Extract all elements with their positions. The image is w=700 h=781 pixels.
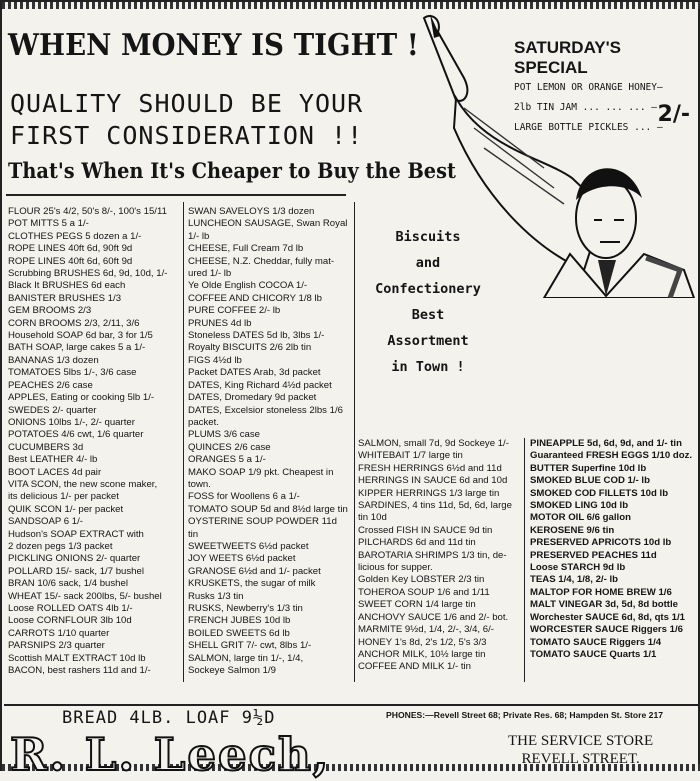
service-store: [508, 732, 653, 768]
bread-offer: BREAD 4LB. LOAF 9½D: [62, 708, 276, 728]
price-list-item: tin: [188, 528, 199, 540]
price-list-item: OYSTERINE SOUP POWDER 11d: [188, 516, 337, 528]
price-list-item: HERRINGS IN SAUCE 6d and 10d: [358, 475, 508, 487]
price-list-item: BOOT LACES 4d pair: [8, 466, 102, 478]
price-list-item: SHELL GRIT 7/- cwt, 8lbs 1/-: [188, 640, 312, 652]
price-list-item: TOMATO SAUCE Quarts 1/1: [530, 648, 657, 660]
price-list-item: MALT VINEGAR 3d, 5d, 8d bottle: [530, 599, 678, 611]
subheadline-line-1: QUALITY SHOULD BE YOUR: [10, 89, 364, 118]
column-rule: [354, 202, 355, 682]
price-list-item: LUNCHEON SAUSAGE, Swan Royal: [188, 218, 348, 230]
price-list-column-1: [8, 206, 184, 677]
price-list-item: MARMITE 9½d, 1/4, 2/-, 3/4, 6/-: [358, 624, 494, 636]
price-list-item: SWEETWEETS 6½d packet: [188, 540, 309, 552]
price-list-item: Loose STARCH 9d lb: [530, 562, 626, 574]
price-list-item: Sockeye Salmon 1/9: [188, 665, 276, 677]
special-line: POT LEMON OR ORANGE HONEY—: [514, 82, 663, 93]
price-list-item: ROPE LINES 40ft 6d, 60ft 9d: [8, 255, 133, 267]
price-list-item: DATES, Excelsior stoneless 2lbs 1/6: [188, 404, 343, 416]
price-list-item: TOMATO SOUP 5d and 8½d large tin: [188, 503, 348, 515]
biscuits-line: in Town !: [391, 359, 465, 375]
price-list-item: QUINCES 2/6 case: [188, 441, 271, 453]
price-list-item: SMOKED LING 10d lb: [530, 500, 629, 512]
price-list-item: Scottish MALT EXTRACT 10d lb: [8, 652, 146, 664]
price-list-item: BUTTER Superfine 10d lb: [530, 462, 647, 474]
price-list-item: PRESERVED PEACHES 11d: [530, 549, 657, 561]
price-list-item: JOY WEETS 6½d packet: [188, 553, 296, 565]
price-list-item: COFFEE AND MILK 1/- tin: [358, 661, 472, 673]
price-list-item: licious for supper.: [358, 562, 433, 574]
price-list-item: TOHEROA SOUP 1/6 and 1/11: [358, 586, 490, 598]
price-list-item: PURE COFFEE 2/- lb: [188, 305, 281, 317]
column-rule: [524, 438, 525, 682]
price-list-item: PLUMS 3/6 case: [188, 429, 260, 441]
price-list-item: SMOKED BLUE COD 1/- lb: [530, 475, 650, 487]
special-price: 2/-: [657, 102, 690, 127]
tagline: That's When It's Cheaper to Buy the Best: [8, 158, 456, 183]
price-list-item: CORN BROOMS 2/3, 2/11, 3/6: [8, 317, 140, 329]
price-list-item: TOMATO SAUCE Riggers 1/4: [530, 636, 662, 648]
price-list-item: ANCHOR MILK, 10½ large tin: [358, 648, 486, 660]
price-list-item: BATH SOAP, large cakes 5 a 1/-: [8, 342, 146, 354]
price-list-item: BOILED SWEETS 6d lb: [188, 627, 290, 639]
price-list-item: Scrubbing BRUSHES 6d, 9d, 10d, 1/-: [8, 268, 168, 280]
price-list-item: Golden Key LOBSTER 2/3 tin: [358, 574, 485, 586]
price-list-item: RUSKS, Newberry's 1/3 tin: [188, 603, 303, 614]
price-list-item: Stoneless DATES 5d lb, 3lbs 1/-: [188, 330, 325, 342]
price-list-item: CHEESE, N.Z. Cheddar, fully mat-: [188, 255, 335, 267]
price-list-item: Crossed FISH IN SAUCE 9d tin: [358, 524, 493, 536]
price-list-item: ROPE LINES 40ft 6d, 90ft 9d: [8, 243, 133, 255]
price-list-item: BACON, best rashers 11d and 1/-: [8, 665, 151, 677]
phone-numbers: PHONES:—Revell Street 68; Private Res. 68; Hampden St. Store 217: [386, 710, 664, 720]
biscuits-line: Assortment: [387, 333, 469, 349]
price-list-item: PARSNIPS 2/3 quarter: [8, 640, 105, 652]
price-list-item: Worchester SAUCE 6d, 8d, qts 1/1: [530, 611, 685, 623]
price-list-item: FRESH HERRINGS 6½d and 11d: [358, 462, 502, 474]
price-list-item: Household SOAP 6d bar, 3 for 1/5: [8, 330, 153, 342]
price-list-item: Black It BRUSHES 6d each: [8, 280, 126, 292]
price-list-item: GRANOSE 6½d and 1/- packet: [188, 565, 321, 577]
biscuits-line: Biscuits: [395, 229, 461, 245]
divider: [4, 704, 700, 706]
price-list-item: QUIK SCON 1/- per packet: [8, 503, 124, 515]
biscuits-line: and: [415, 255, 441, 271]
divider: [6, 194, 346, 196]
price-list-item: TEAS 1/4, 1/8, 2/- lb: [530, 574, 618, 586]
price-list-item: MALTOP FOR HOME BREW 1/6: [530, 586, 672, 598]
price-list-item: Hudson's SOAP EXTRACT with: [8, 528, 144, 540]
price-list-item: Best LEATHER 4/- lb: [8, 454, 98, 466]
special-line: LARGE BOTTLE PICKLES ... —: [514, 122, 663, 133]
price-list-item: WORCESTER SAUCE Riggers 1/6: [530, 624, 683, 636]
price-list-item: VITA SCON, the new scone maker,: [8, 478, 158, 490]
price-list-item: BAROTARIA SHRIMPS 1/3 tin, de-: [358, 549, 507, 561]
price-list-item: FRENCH JUBES 10d lb: [188, 615, 291, 627]
price-list-item: MAKO SOAP 1/9 pkt. Cheapest in: [188, 466, 334, 478]
price-list-item: 1/- lb: [188, 230, 210, 242]
service-store-line-1: THE SERVICE STORE: [508, 733, 654, 749]
price-list-item: Loose CORNFLOUR 3lb 10d: [8, 615, 132, 627]
price-list-item: WHITEBAIT 1/7 large tin: [358, 450, 463, 462]
price-list-item: 2 dozen pegs 1/3 packet: [8, 540, 113, 552]
price-list-item: TOMATOES 5lbs 1/-, 3/6 case: [8, 367, 137, 379]
price-list-column-2: [188, 206, 354, 677]
price-list-item: PRUNES 4d lb: [188, 317, 252, 329]
price-list-column-4: [530, 438, 698, 661]
price-list-item: Royalty BISCUITS 2/6 2lb tin: [188, 342, 312, 354]
price-list-column-3: [358, 438, 524, 674]
price-list-item: CLOTHES PEGS 5 dozen a 1/-: [8, 230, 142, 242]
price-list-item: PRESERVED APRICOTS 10d lb: [530, 537, 672, 549]
price-list-item: SANDSOAP 6 1/-: [8, 516, 84, 528]
price-list-item: ANCHOVY SAUCE 1/6 and 2/- bot.: [358, 611, 509, 623]
price-list-item: KEROSENE 9/6 tin: [530, 524, 615, 536]
subheadline: [10, 88, 363, 152]
price-list-item: HONEY 1's 8d, 2's 1/2, 5's 3/3: [358, 636, 487, 648]
price-list-item: DATES, Dromedary 9d packet: [188, 392, 317, 404]
price-list-item: CHEESE, Full Cream 7d lb: [188, 243, 304, 255]
biscuits-line: Best: [411, 307, 445, 323]
column-rule: [183, 202, 184, 682]
subheadline-line-2: FIRST CONSIDERATION !!: [10, 121, 364, 150]
price-list-item: SWEET CORN 1/4 large tin: [358, 599, 476, 611]
price-list-item: PILCHARDS 6d and 11d tin: [358, 537, 476, 549]
price-list-item: FLOUR 25's 4/2, 50's 8/-, 100's 15/11: [8, 206, 167, 217]
price-list-item: ured 1/- lb: [188, 268, 232, 280]
special-line: 2lb TIN JAM ... ... ... —: [514, 102, 657, 113]
price-list-item: PINEAPPLE 5d, 6d, 9d, and 1/- tin: [530, 438, 682, 449]
price-list-item: Guaranteed FRESH EGGS 1/10 doz.: [530, 450, 693, 462]
price-list-item: Loose ROLLED OATS 4lb 1/-: [8, 603, 133, 614]
price-list-item: KRUSKETS, the sugar of milk: [188, 578, 316, 590]
biscuits-panel: [358, 224, 498, 380]
price-list-item: BANANAS 1/3 dozen: [8, 354, 99, 366]
price-list-item: POTATOES 4/6 cwt, 1/6 quarter: [8, 429, 144, 441]
service-store-line-2: REVELL STREET.: [521, 751, 640, 767]
price-list-item: DATES, King Richard 4½d packet: [188, 379, 332, 391]
price-list-item: SALMON, large tin 1/-, 1/4,: [188, 652, 304, 664]
price-list-item: ORANGES 5 a 1/-: [188, 454, 266, 466]
price-list-item: ONIONS 10lbs 1/-, 2/- quarter: [8, 416, 135, 428]
price-list-item: FOSS for Woollens 6 a 1/-: [188, 491, 300, 503]
price-list-item: WHEAT 15/- sack 200lbs, 5/- bushel: [8, 590, 162, 602]
price-list-item: POT MITTS 5 a 1/-: [8, 218, 89, 230]
saturday-special: [514, 38, 690, 138]
headline: WHEN MONEY IS TIGHT !: [8, 28, 419, 63]
price-list-item: FIGS 4½d lb: [188, 354, 242, 366]
price-list-item: GEM BROOMS 2/3: [8, 305, 92, 317]
price-list-item: Packet DATES Arab, 3d packet: [188, 367, 321, 379]
price-list-item: APPLES, Eating or cooking 5lb 1/-: [8, 392, 155, 404]
price-list-item: BRAN 10/6 sack, 1/4 bushel: [8, 578, 128, 590]
price-list-item: PICKLING ONIONS 2/- quarter: [8, 553, 141, 565]
special-title: SATURDAY'S SPECIAL: [514, 38, 622, 77]
price-list-item: POLLARD 15/- sack, 1/7 bushel: [8, 565, 144, 577]
price-list-item: SWEDES 2/- quarter: [8, 404, 97, 416]
price-list-item: KIPPER HERRINGS 1/3 large tin: [358, 487, 500, 499]
biscuits-line: Confectionery: [375, 281, 481, 297]
price-list-item: SARDINES, 4 tins 11d, 5d, 6d, large: [358, 500, 512, 512]
price-list-item: its delicious 1/- per packet: [8, 491, 119, 503]
price-list-item: packet.: [188, 416, 219, 428]
price-list-item: Ye Olde English COCOA 1/-: [188, 280, 308, 292]
price-list-item: Rusks 1/3 tin: [188, 590, 244, 602]
price-list-item: COFFEE AND CHICORY 1/8 lb: [188, 292, 322, 304]
price-list-item: SALMON, small 7d, 9d Sockeye 1/-: [358, 438, 509, 449]
price-list-item: MOTOR OIL 6/6 gallon: [530, 512, 631, 524]
price-list-item: CUCUMBERS 3d: [8, 441, 84, 453]
price-list-item: SWAN SAVELOYS 1/3 dozen: [188, 206, 315, 217]
price-list-item: town.: [188, 478, 211, 490]
price-list-item: tin 10d: [358, 512, 387, 524]
price-list-item: CARROTS 1/10 quarter: [8, 627, 110, 639]
price-list-item: SMOKED COD FILLETS 10d lb: [530, 487, 669, 499]
shop-name: R. L. Leech,: [10, 728, 331, 781]
price-list-item: BANISTER BRUSHES 1/3: [8, 292, 122, 304]
price-list-item: PEACHES 2/6 case: [8, 379, 93, 391]
